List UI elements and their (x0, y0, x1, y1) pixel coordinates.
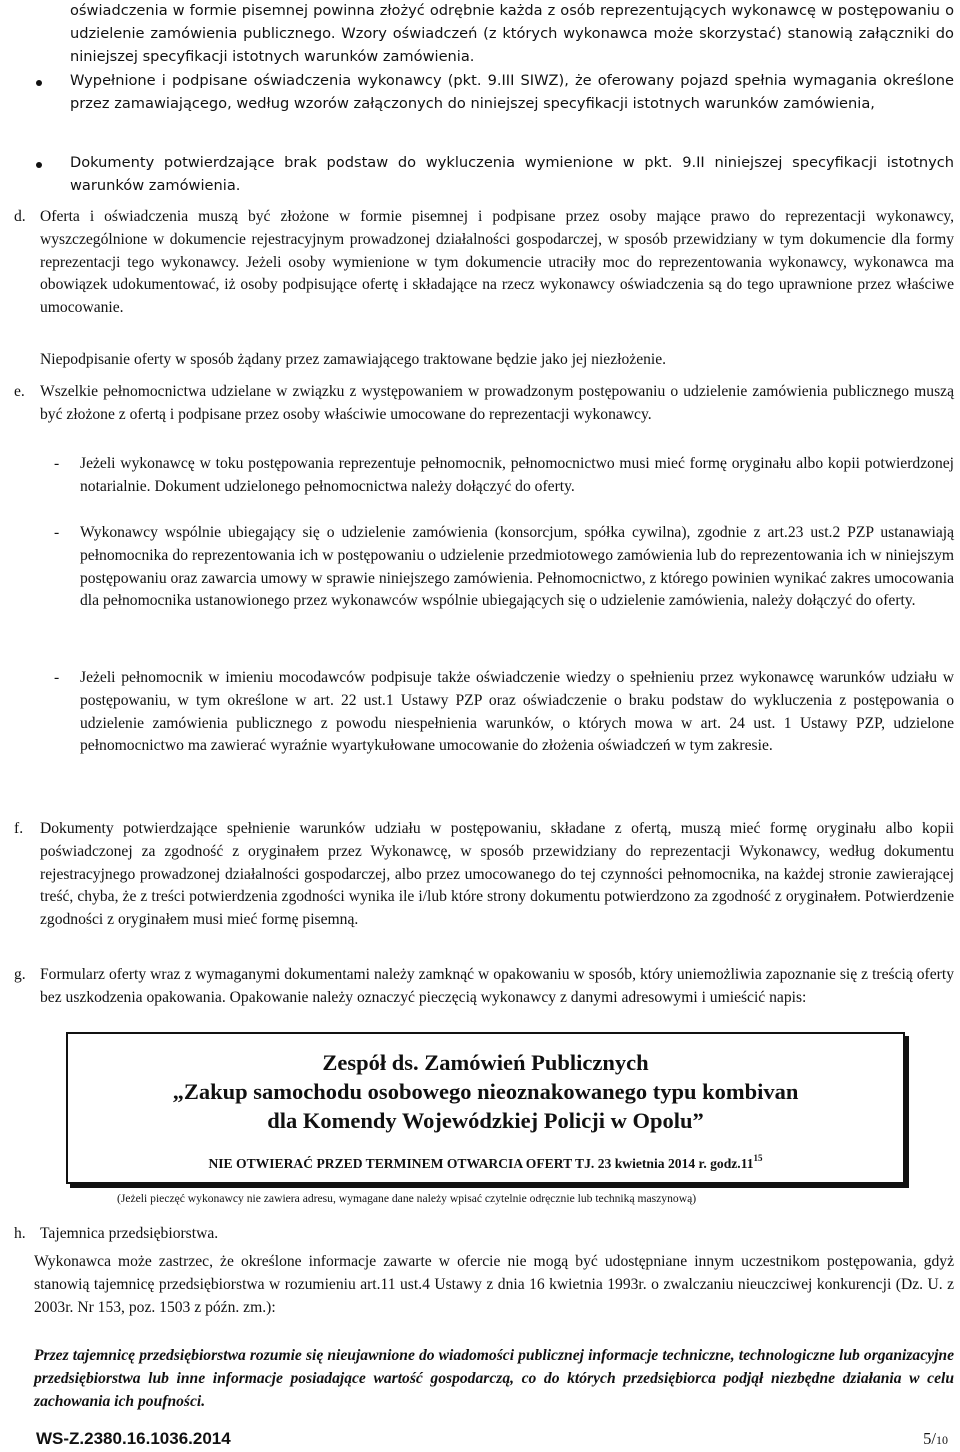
bullet-dokumenty: Dokumenty potwierdzające brak podstaw do wykluczenia wymienione w pkt. 9.II niniejszej specyfikacji istotnych warunków zamówienia. (70, 154, 954, 194)
stamp-title: Zespół ds. Zamówień Publicznych (322, 1050, 649, 1075)
stamp-subject-text: dla Komendy Wojewódzkiej Policji w Opolu (267, 1108, 693, 1133)
item-marker-g: g. (14, 966, 26, 983)
closing-quote: ” (692, 1108, 704, 1133)
page-current: 5/ (923, 1429, 936, 1448)
dash-marker: - (54, 524, 60, 541)
stamp-warning-text: NIE OTWIERAĆ PRZED TERMINEM OTWARCIA OFERT TJ. 23 kwietnia 2014 r. godz.11 (208, 1156, 754, 1171)
stamp-warning-minutes: 15 (753, 1153, 763, 1163)
item-marker-h: h. (14, 1225, 26, 1242)
item-e-dash1: Jeżeli wykonawcę w toku postępowania reprezentuje pełnomocnik, pełnomocnictwo musi mieć formę oryginału albo kopii potwierdzonej notarialnie. Dokument udzielonego pełnomocnictwa należy dołączyć do oferty. (80, 455, 954, 495)
envelope-label-box (66, 1032, 905, 1184)
item-d-text2: Niepodpisanie oferty w sposób żądany przez zamawiającego traktowane będzie jako jej niezłożenie. (40, 351, 667, 368)
item-marker-f: f. (14, 820, 24, 837)
item-h-definition: Przez tajemnicę przedsiębiorstwa rozumie się nieujawnione do wiadomości publicznej informacje techniczne, technologiczne lub organizacyjne przedsiębiorstwa lub inne informacje posiadające wartość gospodarczą, co do których przedsiębiorca podjął niezbędne działania w celu zachowania ich poufności. (34, 1347, 954, 1410)
page-total: 10 (936, 1433, 948, 1447)
item-h-text: Wykonawca może zastrzec, że określone informacje zawarte w ofercie nie mogą być udostępniane innym uczestnikom postępowania, gdyż stanowią tajemnicę przedsiębiorstwa w rozumieniu art.11 ust.4 Ustawy z dnia 16 kwietnia 1993r. o zwalczaniu nieuczciwej konkurencji (Dz. U. z 2003r. Nr 153, poz. 1503 z późn. zm.): (34, 1253, 954, 1316)
item-g-text: Formularz oferty wraz z wymaganymi dokumentami należy zamknąć w opakowaniu w sposób, który uniemożliwia zapoznanie się z treścią oferty bez uszkodzenia opakowania. Opakowanie należy oznaczyć pieczęcią wykonawcy z danymi adresowymi i umieścić napis: (40, 966, 954, 1006)
stamp-note: (Jeżeli pieczęć wykonawcy nie zawiera adresu, wymagane dane należy wpisać czytelnie odręcznie lub techniką maszynową) (117, 1192, 697, 1205)
item-h-title: Tajemnica przedsiębiorstwa. (40, 1225, 219, 1242)
item-e-dash3: Jeżeli pełnomocnik w imieniu mocodawców podpisuje także oświadczenie wiedzy o spełnieniu przez wykonawcę warunków udziału w postępowaniu, w tym określone w art. 22 ust.1 Ustawy PZP oraz oświadczenie o braku podstaw do wykluczenia z postępowania o udzielenie zamówienia publicznego z powodu niespełnienia warunków, o których mowa w art. 24 ust. 1 Ustawy PZP, udzielone pełnomocnictwo ma zawierać wyraźnie wyartykułowane umocowanie do złożenia oświadczeń w tym zakresie. (80, 669, 954, 755)
stamp-subject-line2 (68, 1106, 903, 1135)
paragraph-continuation: oświadczenia w formie pisemnej powinna złożyć odrębnie każda z osób reprezentujących wykonawcę w postępowaniu o udzielenie zamówienia publicznego. Wzory oświadczeń (z których wykonawca może skorzystać) stanowią załączniki do niniejszej specyfikacji istotnych warunków zamówienia. (70, 2, 954, 65)
item-f-text: Dokumenty potwierdzające spełnienie warunków udziału w postępowaniu, składane z ofertą, muszą mieć formę oryginału albo kopii poświadczonej za zgodność z oryginałem przez Wykonawcę, w sposób przewidziany do reprezentacji Wykonawcy, według dokumentu rejestracyjnego prowadzonej działalności gospodarczej, albo przez umocowanego do tej czynności pełnomocnika, na każdej stronie zawierającej treść, chyba, że z treści potwierdzenia zgodności wynika ile i/lub które strony dokumentu potwierdzono za zgodność z oryginałem. Potwierdzenie zgodności z oryginałem musi mieć formę pisemną. (40, 820, 954, 929)
item-e-text: Wszelkie pełnomocnictwa udzielane w związku z występowaniem w prowadzonym postępowaniu o udzielenie zamówienia publicznego muszą być złożone z ofertą i podpisane przez osoby właściwie umocowane do reprezentacji wykonawcy. (40, 383, 954, 423)
stamp-subject-line1: „Zakup samochodu osobowego nieoznakowanego typu kombivan (172, 1079, 799, 1104)
bullet-oswiadczenia: Wypełnione i podpisane oświadczenia wykonawcy (pkt. 9.III SIWZ), że oferowany pojazd spełnia wymagania określone przez zamawiającego, według wzorów załączonych do niniejszej specyfikacji istotnych warunków zamówienia, (70, 72, 954, 112)
document-reference: WS-Z.2380.16.1036.2014 (36, 1429, 231, 1448)
stamp-warning (68, 1147, 903, 1176)
dash-marker: - (54, 669, 60, 686)
item-marker-d: d. (14, 208, 26, 225)
bullet-icon (36, 80, 42, 86)
item-d-text: Oferta i oświadczenia muszą być złożone w formie pisemnej i podpisane przez osoby mające prawo do reprezentacji wykonawcy, wyszczególnione w dokumencie rejestracyjnym prowadzonej działalności gospodarczej, w sposób przewidziany w tym dokumencie dla formy reprezentacji tego wykonawcy. Jeżeli osoby wymienione w tym dokumencie utraciły moc do reprezentowania wykonawcy, wykonawca ma obowiązek udokumentować, iż osoby podpisujące ofertę i składające na rzecz wykonawcy oświadczenia są do tego uprawnione przez właściwe umocowanie. (40, 208, 954, 317)
item-e-dash2: Wykonawcy wspólnie ubiegający się o udzielenie zamówienia (konsorcjum, spółka cywilna), zgodnie z art.23 ust.2 PZP ustanawiają pełnomocnika do reprezentowania ich w postępowaniu o udzielenie przedmiotowego zamówienia lub do reprezentowania ich w niniejszym postępowaniu oraz zawarcia umowy w sprawie niniejszego zamówienia. Pełnomocnictwo, z którego powinien wynikać zakres umocowania dla pełnomocnika ustanowionego przez wykonawców wspólnie ubiegających się o udzielenie zamówienia, należy dołączyć do oferty. (80, 524, 954, 610)
item-marker-e: e. (14, 383, 25, 400)
dash-marker: - (54, 455, 60, 472)
bullet-icon (36, 162, 42, 168)
page-number (923, 1428, 948, 1452)
